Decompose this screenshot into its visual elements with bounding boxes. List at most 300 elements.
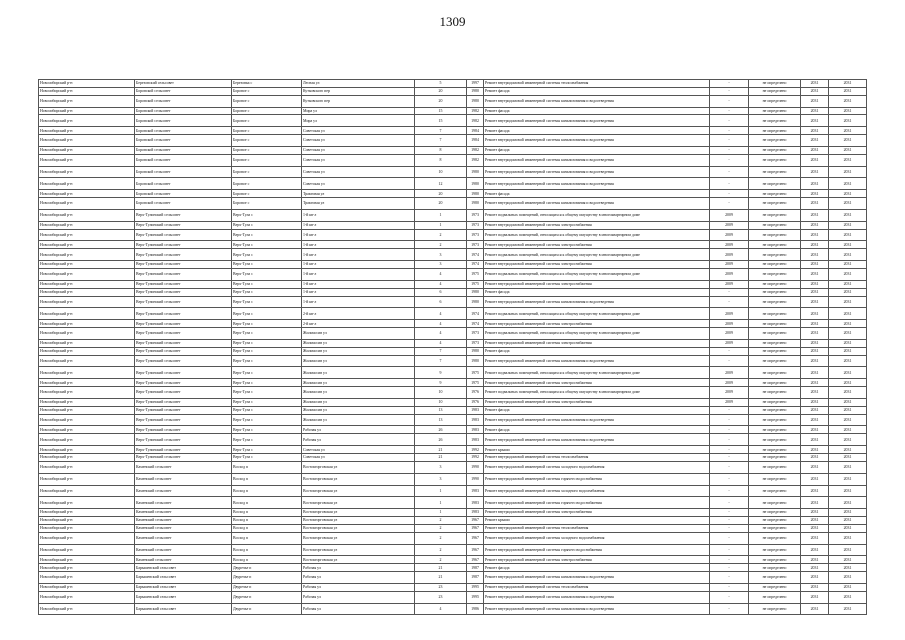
cell-house: 6 bbox=[415, 288, 467, 296]
cell-plan-end: 2031 bbox=[829, 347, 867, 355]
table-row bbox=[39, 80, 867, 88]
cell-work: Ремонт внутридомовой инженерной системы холодного водоснабжения bbox=[484, 461, 710, 473]
cell-street: Рабочая ул bbox=[302, 583, 415, 591]
cell-house: 3 bbox=[415, 261, 467, 269]
cell-settlement: Боровской сельсовет bbox=[135, 198, 232, 210]
cell-house: 26 bbox=[415, 434, 467, 446]
cell-house: 20 bbox=[415, 87, 467, 95]
cell-year: 1980 bbox=[467, 198, 484, 210]
cell-district: Новосибирский р-н bbox=[39, 127, 135, 135]
cell-locality: Верх-Тула с bbox=[232, 398, 302, 406]
cell-district: Новосибирский р-н bbox=[39, 229, 135, 241]
cell-plan-start: 2031 bbox=[801, 221, 829, 229]
cell-prev-year: 2009 bbox=[710, 398, 749, 406]
cell-locality: Восход п bbox=[232, 556, 302, 564]
cell-street: Жилмассив ул bbox=[302, 387, 415, 399]
cell-prev-year: - bbox=[710, 426, 749, 434]
cell-year: 1975 bbox=[467, 268, 484, 280]
cell-house: 1 bbox=[415, 485, 467, 497]
cell-prev-year: 2009 bbox=[710, 339, 749, 347]
cell-plan-start: 2031 bbox=[801, 328, 829, 340]
cell-prev-year: - bbox=[710, 556, 749, 564]
cell-locality: Восход п bbox=[232, 485, 302, 497]
cell-district: Новосибирский р-н bbox=[39, 347, 135, 355]
cell-district: Новосибирский р-н bbox=[39, 461, 135, 473]
cell-district: Новосибирский р-н bbox=[39, 556, 135, 564]
cell-district: Новосибирский р-н bbox=[39, 509, 135, 517]
cell-cost: не определено bbox=[749, 387, 801, 399]
cell-settlement: Каменский сельсовет bbox=[135, 544, 232, 556]
cell-locality: Верх-Тула с bbox=[232, 249, 302, 261]
cell-house: 3 bbox=[415, 249, 467, 261]
cell-year: 1992 bbox=[467, 454, 484, 462]
table-row bbox=[39, 583, 867, 591]
cell-street: Жилмассив ул bbox=[302, 406, 415, 414]
cell-work: Ремонт внутридомовой инженерной системы канализования и водоотведения bbox=[484, 166, 710, 178]
cell-district: Новосибирский р-н bbox=[39, 367, 135, 379]
cell-plan-end: 2031 bbox=[829, 355, 867, 367]
cell-district: Новосибирский р-н bbox=[39, 379, 135, 387]
cell-street: Лесная ул bbox=[302, 80, 415, 88]
cell-settlement: Верх-Тулинский сельсовет bbox=[135, 355, 232, 367]
cell-street: Востокторговская ул bbox=[302, 485, 415, 497]
cell-settlement: Барышевский сельсовет bbox=[135, 564, 232, 572]
cell-street: Советская ул bbox=[302, 127, 415, 135]
cell-cost: не определено bbox=[749, 485, 801, 497]
cell-house: 7 bbox=[415, 127, 467, 135]
cell-district: Новосибирский р-н bbox=[39, 328, 135, 340]
cell-prev-year: 2009 bbox=[710, 241, 749, 249]
cell-cost: не определено bbox=[749, 280, 801, 288]
cell-work: Ремонт внутридомовой инженерной системы холодного водоснабжения bbox=[484, 485, 710, 497]
cell-year: 1975 bbox=[467, 280, 484, 288]
cell-locality: Верх-Тула с bbox=[232, 355, 302, 367]
cell-locality: Боровое с bbox=[232, 107, 302, 115]
cell-plan-start: 2031 bbox=[801, 80, 829, 88]
cell-work: Ремонт внутридомовой инженерной системы канализования и водоотведения bbox=[484, 414, 710, 426]
cell-plan-start: 2031 bbox=[801, 127, 829, 135]
cell-locality: Верх-Тула с bbox=[232, 379, 302, 387]
cell-plan-end: 2031 bbox=[829, 497, 867, 509]
cell-cost: не определено bbox=[749, 572, 801, 584]
cell-cost: не определено bbox=[749, 135, 801, 147]
cell-prev-year: - bbox=[710, 414, 749, 426]
cell-work: Ремонт подвальных помещений, относящихся к общему имуществу в многоквартирном доме bbox=[484, 229, 710, 241]
cell-settlement: Боровской сельсовет bbox=[135, 135, 232, 147]
table-row bbox=[39, 87, 867, 95]
cell-plan-start: 2031 bbox=[801, 249, 829, 261]
table-row bbox=[39, 198, 867, 210]
cell-street: Советская ул bbox=[302, 446, 415, 454]
cell-plan-end: 2031 bbox=[829, 178, 867, 190]
cell-cost: не определено bbox=[749, 221, 801, 229]
cell-plan-start: 2031 bbox=[801, 198, 829, 210]
cell-plan-start: 2031 bbox=[801, 379, 829, 387]
cell-street: Рабочая ул bbox=[302, 603, 415, 615]
cell-plan-start: 2031 bbox=[801, 261, 829, 269]
cell-plan-end: 2031 bbox=[829, 414, 867, 426]
cell-street: Рабочая ул bbox=[302, 591, 415, 603]
cell-prev-year: 2009 bbox=[710, 280, 749, 288]
cell-locality: Боровое с bbox=[232, 146, 302, 154]
cell-house: 8 bbox=[415, 154, 467, 166]
cell-cost: не определено bbox=[749, 339, 801, 347]
cell-plan-end: 2031 bbox=[829, 209, 867, 221]
cell-year: 1967 bbox=[467, 524, 484, 532]
cell-year: 1983 bbox=[467, 414, 484, 426]
cell-locality: Верх-Тула с bbox=[232, 414, 302, 426]
cell-prev-year: - bbox=[710, 454, 749, 462]
cell-street: 1-й кв-л bbox=[302, 268, 415, 280]
table-row bbox=[39, 288, 867, 296]
cell-district: Новосибирский р-н bbox=[39, 414, 135, 426]
cell-cost: не определено bbox=[749, 603, 801, 615]
cell-plan-start: 2031 bbox=[801, 288, 829, 296]
cell-year: 1980 bbox=[467, 95, 484, 107]
cell-street: Советская ул bbox=[302, 178, 415, 190]
cell-settlement: Верх-Тулинский сельсовет bbox=[135, 221, 232, 229]
cell-locality: Боровое с bbox=[232, 166, 302, 178]
cell-year: 1973 bbox=[467, 241, 484, 249]
table-row bbox=[39, 406, 867, 414]
cell-cost: не определено bbox=[749, 524, 801, 532]
cell-plan-end: 2031 bbox=[829, 572, 867, 584]
cell-plan-start: 2031 bbox=[801, 544, 829, 556]
cell-plan-start: 2031 bbox=[801, 347, 829, 355]
cell-prev-year: - bbox=[710, 154, 749, 166]
cell-prev-year: - bbox=[710, 591, 749, 603]
cell-plan-start: 2031 bbox=[801, 355, 829, 367]
cell-plan-end: 2031 bbox=[829, 532, 867, 544]
cell-work: Ремонт внутридомовой инженерной системы электроснабжения bbox=[484, 379, 710, 387]
cell-locality: Верх-Тула с bbox=[232, 320, 302, 328]
cell-cost: не определено bbox=[749, 107, 801, 115]
cell-street: Советская ул bbox=[302, 166, 415, 178]
cell-cost: не определено bbox=[749, 583, 801, 591]
cell-prev-year: - bbox=[710, 95, 749, 107]
cell-plan-end: 2031 bbox=[829, 87, 867, 95]
table-row bbox=[39, 135, 867, 147]
cell-district: Новосибирский р-н bbox=[39, 473, 135, 485]
cell-settlement: Верх-Тулинский сельсовет bbox=[135, 328, 232, 340]
cell-street: 2-й кв-л bbox=[302, 320, 415, 328]
cell-locality: Боровое с bbox=[232, 190, 302, 198]
cell-cost: не определено bbox=[749, 461, 801, 473]
cell-district: Новосибирский р-н bbox=[39, 80, 135, 88]
cell-cost: не определено bbox=[749, 414, 801, 426]
cell-settlement: Березовский сельсовет bbox=[135, 80, 232, 88]
cell-plan-end: 2031 bbox=[829, 249, 867, 261]
cell-year: 1973 bbox=[467, 328, 484, 340]
cell-district: Новосибирский р-н bbox=[39, 178, 135, 190]
cell-prev-year: - bbox=[710, 473, 749, 485]
cell-work: Ремонт крыши bbox=[484, 446, 710, 454]
cell-district: Новосибирский р-н bbox=[39, 135, 135, 147]
cell-year: 1973 bbox=[467, 229, 484, 241]
cell-street: 1-й кв-л bbox=[302, 288, 415, 296]
cell-settlement: Верх-Тулинский сельсовет bbox=[135, 229, 232, 241]
cell-cost: не определено bbox=[749, 544, 801, 556]
cell-street: Жилмассив ул bbox=[302, 328, 415, 340]
cell-locality: Восход п bbox=[232, 524, 302, 532]
cell-plan-start: 2031 bbox=[801, 461, 829, 473]
cell-district: Новосибирский р-н bbox=[39, 406, 135, 414]
table-row bbox=[39, 387, 867, 399]
cell-year: 1992 bbox=[467, 446, 484, 454]
cell-house: 7 bbox=[415, 135, 467, 147]
cell-district: Новосибирский р-н bbox=[39, 87, 135, 95]
cell-plan-start: 2031 bbox=[801, 154, 829, 166]
cell-plan-start: 2031 bbox=[801, 583, 829, 591]
cell-district: Новосибирский р-н bbox=[39, 572, 135, 584]
cell-plan-end: 2031 bbox=[829, 221, 867, 229]
cell-prev-year: - bbox=[710, 127, 749, 135]
cell-house: 2 bbox=[415, 556, 467, 564]
cell-settlement: Верх-Тулинский сельсовет bbox=[135, 280, 232, 288]
cell-year: 1974 bbox=[467, 320, 484, 328]
table-row bbox=[39, 154, 867, 166]
cell-plan-end: 2031 bbox=[829, 268, 867, 280]
cell-settlement: Каменский сельсовет bbox=[135, 524, 232, 532]
cell-street: Советская ул bbox=[302, 146, 415, 154]
cell-settlement: Верх-Тулинский сельсовет bbox=[135, 414, 232, 426]
table-row bbox=[39, 556, 867, 564]
cell-plan-end: 2031 bbox=[829, 154, 867, 166]
cell-plan-start: 2031 bbox=[801, 509, 829, 517]
cell-locality: Боровое с bbox=[232, 127, 302, 135]
cell-work: Ремонт фасада bbox=[484, 190, 710, 198]
cell-settlement: Каменский сельсовет bbox=[135, 532, 232, 544]
cell-locality: Березовка с bbox=[232, 80, 302, 88]
table-row bbox=[39, 473, 867, 485]
cell-locality: Верх-Тула с bbox=[232, 434, 302, 446]
cell-plan-start: 2031 bbox=[801, 146, 829, 154]
cell-street: 1-й кв-л bbox=[302, 296, 415, 308]
cell-work: Ремонт внутридомовой инженерной системы канализования и водоотведения bbox=[484, 572, 710, 584]
cell-cost: не определено bbox=[749, 127, 801, 135]
cell-house: 21 bbox=[415, 564, 467, 572]
cell-year: 1974 bbox=[467, 249, 484, 261]
cell-cost: не определено bbox=[749, 355, 801, 367]
cell-plan-end: 2031 bbox=[829, 564, 867, 572]
cell-district: Новосибирский р-н bbox=[39, 221, 135, 229]
cell-plan-start: 2031 bbox=[801, 434, 829, 446]
cell-street: Советская ул bbox=[302, 154, 415, 166]
table-row bbox=[39, 524, 867, 532]
cell-street: 1-й кв-л bbox=[302, 221, 415, 229]
cell-year: 1976 bbox=[467, 398, 484, 406]
cell-work: Ремонт внутридомовой инженерной системы холодного водоснабжения bbox=[484, 532, 710, 544]
cell-street: 1-й кв-л bbox=[302, 241, 415, 249]
cell-locality: Боровое с bbox=[232, 198, 302, 210]
cell-year: 1973 bbox=[467, 209, 484, 221]
cell-locality: Верх-Тула с bbox=[232, 454, 302, 462]
cell-prev-year: 2009 bbox=[710, 221, 749, 229]
cell-prev-year: 2009 bbox=[710, 387, 749, 399]
table-row bbox=[39, 261, 867, 269]
cell-house: 13 bbox=[415, 414, 467, 426]
cell-house: 9 bbox=[415, 379, 467, 387]
cell-street: Рабочая ул bbox=[302, 434, 415, 446]
cell-cost: не определено bbox=[749, 146, 801, 154]
table-row bbox=[39, 221, 867, 229]
cell-cost: не определено bbox=[749, 261, 801, 269]
cell-work: Ремонт внутридомовой инженерной системы канализования и водоотведения bbox=[484, 603, 710, 615]
cell-year: 1980 bbox=[467, 166, 484, 178]
cell-locality: Восход п bbox=[232, 473, 302, 485]
cell-year: 1980 bbox=[467, 347, 484, 355]
cell-house: 1 bbox=[415, 209, 467, 221]
cell-prev-year: 2009 bbox=[710, 379, 749, 387]
cell-street: 1-й кв-л bbox=[302, 209, 415, 221]
cell-settlement: Барышевский сельсовет bbox=[135, 572, 232, 584]
cell-house: 8 bbox=[415, 146, 467, 154]
cell-prev-year: - bbox=[710, 485, 749, 497]
cell-locality: Двуречье п bbox=[232, 583, 302, 591]
cell-year: 1983 bbox=[467, 497, 484, 509]
cell-locality: Двуречье п bbox=[232, 591, 302, 603]
cell-year: 1995 bbox=[467, 591, 484, 603]
cell-settlement: Боровской сельсовет bbox=[135, 146, 232, 154]
cell-work: Ремонт фасада bbox=[484, 87, 710, 95]
cell-settlement: Верх-Тулинский сельсовет bbox=[135, 367, 232, 379]
cell-settlement: Боровской сельсовет bbox=[135, 115, 232, 127]
cell-plan-end: 2031 bbox=[829, 367, 867, 379]
cell-plan-start: 2031 bbox=[801, 524, 829, 532]
cell-locality: Верх-Тула с bbox=[232, 446, 302, 454]
cell-settlement: Каменский сельсовет bbox=[135, 485, 232, 497]
cell-work: Ремонт внутридомовой инженерной системы канализования и водоотведения bbox=[484, 154, 710, 166]
cell-prev-year: - bbox=[710, 115, 749, 127]
cell-prev-year: 2009 bbox=[710, 328, 749, 340]
cell-plan-start: 2031 bbox=[801, 87, 829, 95]
cell-district: Новосибирский р-н bbox=[39, 288, 135, 296]
cell-settlement: Боровской сельсовет bbox=[135, 190, 232, 198]
cell-house: 20 bbox=[415, 198, 467, 210]
cell-settlement: Верх-Тулинский сельсовет bbox=[135, 268, 232, 280]
cell-settlement: Верх-Тулинский сельсовет bbox=[135, 249, 232, 261]
cell-prev-year: - bbox=[710, 288, 749, 296]
cell-work: Ремонт подвальных помещений, относящихся к общему имуществу в многоквартирном доме bbox=[484, 268, 710, 280]
cell-district: Новосибирский р-н bbox=[39, 517, 135, 525]
cell-house: 2 bbox=[415, 517, 467, 525]
cell-district: Новосибирский р-н bbox=[39, 241, 135, 249]
cell-settlement: Верх-Тулинский сельсовет bbox=[135, 434, 232, 446]
cell-settlement: Верх-Тулинский сельсовет bbox=[135, 296, 232, 308]
cell-street: Жилмассив ул bbox=[302, 339, 415, 347]
cell-district: Новосибирский р-н bbox=[39, 198, 135, 210]
cell-prev-year: - bbox=[710, 296, 749, 308]
cell-cost: не определено bbox=[749, 154, 801, 166]
cell-district: Новосибирский р-н bbox=[39, 308, 135, 320]
page-number: 1309 bbox=[439, 14, 466, 29]
cell-year: 1980 bbox=[467, 288, 484, 296]
cell-district: Новосибирский р-н bbox=[39, 296, 135, 308]
cell-street: Жилмассив ул bbox=[302, 398, 415, 406]
cell-plan-end: 2031 bbox=[829, 473, 867, 485]
cell-plan-end: 2031 bbox=[829, 107, 867, 115]
cell-plan-start: 2031 bbox=[801, 367, 829, 379]
cell-plan-start: 2031 bbox=[801, 398, 829, 406]
cell-plan-end: 2031 bbox=[829, 288, 867, 296]
cell-work: Ремонт внутридомовой инженерной системы электроснабжения bbox=[484, 509, 710, 517]
cell-year: 1990 bbox=[467, 473, 484, 485]
table-row bbox=[39, 426, 867, 434]
table-row bbox=[39, 497, 867, 509]
cell-plan-start: 2031 bbox=[801, 268, 829, 280]
cell-house: 12 bbox=[415, 178, 467, 190]
cell-locality: Верх-Тула с bbox=[232, 241, 302, 249]
cell-locality: Верх-Тула с bbox=[232, 268, 302, 280]
cell-settlement: Верх-Тулинский сельсовет bbox=[135, 339, 232, 347]
cell-locality: Боровое с bbox=[232, 95, 302, 107]
cell-settlement: Верх-Тулинский сельсовет bbox=[135, 320, 232, 328]
table-row bbox=[39, 166, 867, 178]
cell-settlement: Боровской сельсовет bbox=[135, 178, 232, 190]
table-row bbox=[39, 178, 867, 190]
cell-prev-year: - bbox=[710, 80, 749, 88]
cell-district: Новосибирский р-н bbox=[39, 107, 135, 115]
cell-prev-year: - bbox=[710, 434, 749, 446]
cell-prev-year: - bbox=[710, 166, 749, 178]
cell-plan-end: 2031 bbox=[829, 135, 867, 147]
cell-settlement: Каменский сельсовет bbox=[135, 556, 232, 564]
cell-street: 2-й кв-л bbox=[302, 308, 415, 320]
cell-locality: Восход п bbox=[232, 509, 302, 517]
cell-street: Востокторговская ул bbox=[302, 532, 415, 544]
cell-work: Ремонт внутридомовой инженерной системы электроснабжения bbox=[484, 280, 710, 288]
cell-locality: Верх-Тула с bbox=[232, 387, 302, 399]
cell-settlement: Барышевский сельсовет bbox=[135, 591, 232, 603]
cell-work: Ремонт внутридомовой инженерной системы электроснабжения bbox=[484, 556, 710, 564]
table-row bbox=[39, 308, 867, 320]
cell-prev-year: - bbox=[710, 572, 749, 584]
cell-year: 1967 bbox=[467, 517, 484, 525]
cell-work: Ремонт внутридомовой инженерной системы горячего водоснабжения bbox=[484, 544, 710, 556]
repair-schedule-table bbox=[38, 79, 867, 615]
cell-work: Ремонт внутридомовой инженерной системы канализования и водоотведения bbox=[484, 95, 710, 107]
cell-locality: Верх-Тула с bbox=[232, 288, 302, 296]
cell-plan-end: 2031 bbox=[829, 241, 867, 249]
cell-plan-start: 2031 bbox=[801, 532, 829, 544]
cell-settlement: Верх-Тулинский сельсовет bbox=[135, 454, 232, 462]
cell-work: Ремонт внутридомовой инженерной системы канализования и водоотведения bbox=[484, 198, 710, 210]
cell-street: 1-й кв-л bbox=[302, 229, 415, 241]
cell-work: Ремонт фасада bbox=[484, 406, 710, 414]
cell-street: Жилмассив ул bbox=[302, 355, 415, 367]
cell-prev-year: - bbox=[710, 178, 749, 190]
cell-settlement: Верх-Тулинский сельсовет bbox=[135, 398, 232, 406]
cell-plan-end: 2031 bbox=[829, 603, 867, 615]
cell-plan-end: 2031 bbox=[829, 339, 867, 347]
cell-prev-year: - bbox=[710, 87, 749, 95]
cell-work: Ремонт подвальных помещений, относящихся к общему имуществу в многоквартирном доме bbox=[484, 387, 710, 399]
cell-year: 1984 bbox=[467, 127, 484, 135]
table-row bbox=[39, 320, 867, 328]
cell-prev-year: 2009 bbox=[710, 229, 749, 241]
cell-year: 1983 bbox=[467, 434, 484, 446]
cell-plan-start: 2031 bbox=[801, 473, 829, 485]
cell-district: Новосибирский р-н bbox=[39, 454, 135, 462]
cell-cost: не определено bbox=[749, 398, 801, 406]
cell-cost: не определено bbox=[749, 288, 801, 296]
cell-work: Ремонт фасада bbox=[484, 347, 710, 355]
cell-year: 1967 bbox=[467, 556, 484, 564]
cell-locality: Верх-Тула с bbox=[232, 209, 302, 221]
cell-work: Ремонт внутридомовой инженерной системы канализования и водоотведения bbox=[484, 178, 710, 190]
cell-prev-year: - bbox=[710, 517, 749, 525]
cell-street: Жилмассив ул bbox=[302, 347, 415, 355]
